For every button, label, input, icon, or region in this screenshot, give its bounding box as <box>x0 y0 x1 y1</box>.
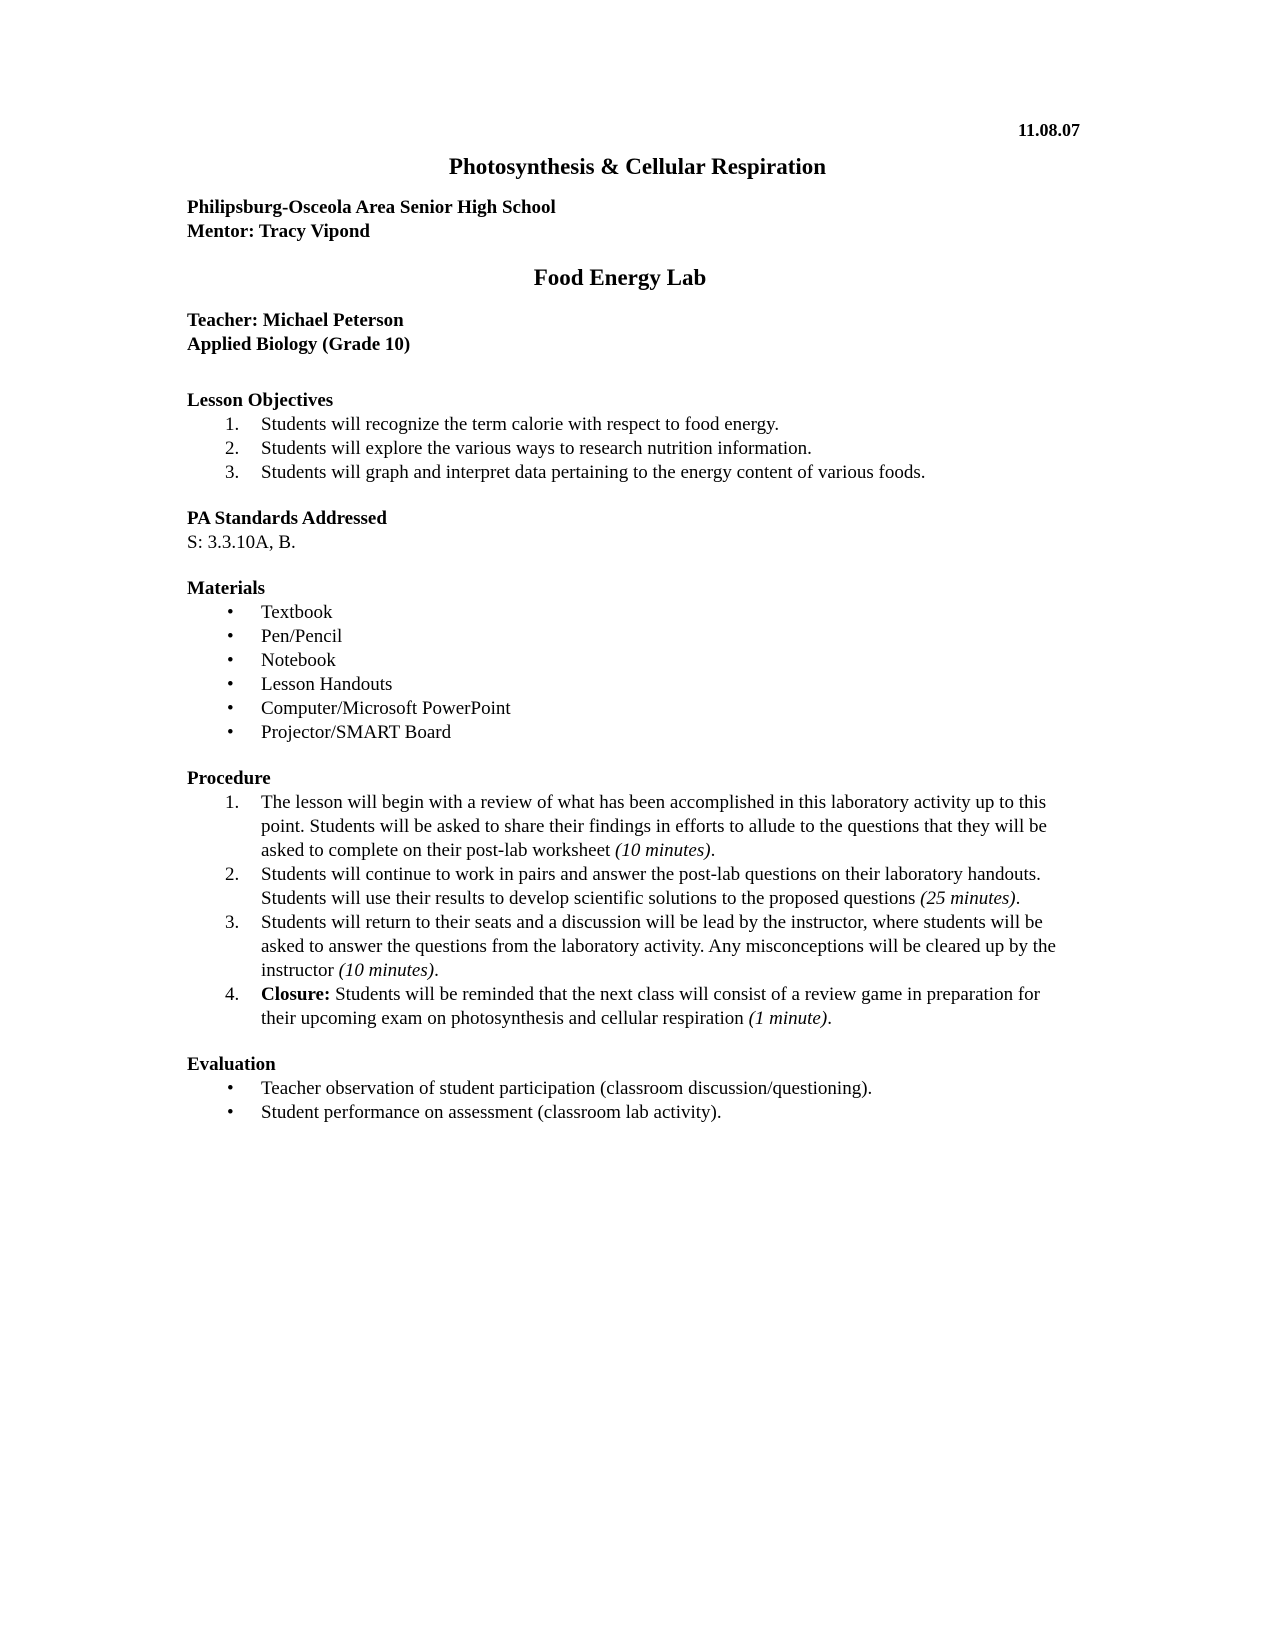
procedure-heading: Procedure <box>187 768 271 789</box>
list-item: • Notebook <box>227 650 336 671</box>
standards-heading: PA Standards Addressed <box>187 508 387 529</box>
school-name: Philipsburg-Osceola Area Senior High School <box>187 197 556 218</box>
document-date: 11.08.07 <box>1017 120 1080 140</box>
list-item: 3. Students will graph and interpret data pertaining to the energy content of various foods. <box>225 462 926 483</box>
document-body <box>187 196 1077 1125</box>
bullet-icon: • <box>227 674 234 695</box>
lab-title: Food Energy Lab <box>533 265 707 290</box>
procedure-list <box>187 791 1077 1031</box>
bullet-icon: • <box>227 650 234 671</box>
materials-heading: Materials <box>187 578 266 599</box>
list-item: 1. Students will recognize the term calorie with respect to food energy. <box>225 414 780 435</box>
objectives-heading: Lesson Objectives <box>187 390 334 411</box>
list-item: • Textbook <box>227 602 333 623</box>
list-item: 4. Closure: Students will be reminded that the next class will consist of a review game in preparation for their upcoming exam on photosynthesis and cellular respiration (1 minute). <box>225 984 1040 1029</box>
list-item: • Projector/SMART Board <box>227 722 452 743</box>
list-item: 3. Students will return to their seats and a discussion will be lead by the instructor, where students will be asked to answer the questions from the laboratory activity. Any misconceptions will be cleared up by the instructor (10 minutes). <box>225 912 1056 981</box>
evaluation-heading: Evaluation <box>187 1054 276 1075</box>
evaluation-list <box>187 1077 1077 1125</box>
bullet-icon: • <box>227 1078 234 1099</box>
list-item: • Lesson Handouts <box>227 674 393 695</box>
standards-text: S: 3.3.10A, B. <box>187 532 296 553</box>
list-item: 2. Students will explore the various ways to research nutrition information. <box>225 438 812 459</box>
bullet-icon: • <box>227 602 234 623</box>
list-item: • Teacher observation of student participation (classroom discussion/questioning). <box>227 1078 873 1099</box>
materials-list <box>187 601 1077 745</box>
list-item: 1. The lesson will begin with a review of what has been accomplished in this laboratory activity up to this point. Students will be asked to share their findings in efforts to allude to the questions that they will be asked to complete on their post-lab worksheet (10 minutes). <box>225 792 1047 861</box>
bullet-icon: • <box>227 722 234 743</box>
teacher-name: Teacher: Michael Peterson <box>187 310 404 331</box>
list-item: 2. Students will continue to work in pairs and answer the post-lab questions on their laboratory handouts. Students will use their results to develop scientific solutions to the proposed questions (25 minutes). <box>225 864 1041 909</box>
bullet-icon: • <box>227 626 234 647</box>
objectives-list <box>187 413 1077 485</box>
list-item: • Computer/Microsoft PowerPoint <box>227 698 511 719</box>
course-name: Applied Biology (Grade 10) <box>187 334 411 355</box>
list-item: • Student performance on assessment (classroom lab activity). <box>227 1102 722 1123</box>
mentor-name: Mentor: Tracy Vipond <box>187 221 370 242</box>
bullet-icon: • <box>227 698 234 719</box>
bullet-icon: • <box>227 1102 234 1123</box>
document-title: Photosynthesis & Cellular Respiration <box>448 154 827 179</box>
list-item: • Pen/Pencil <box>227 626 343 647</box>
